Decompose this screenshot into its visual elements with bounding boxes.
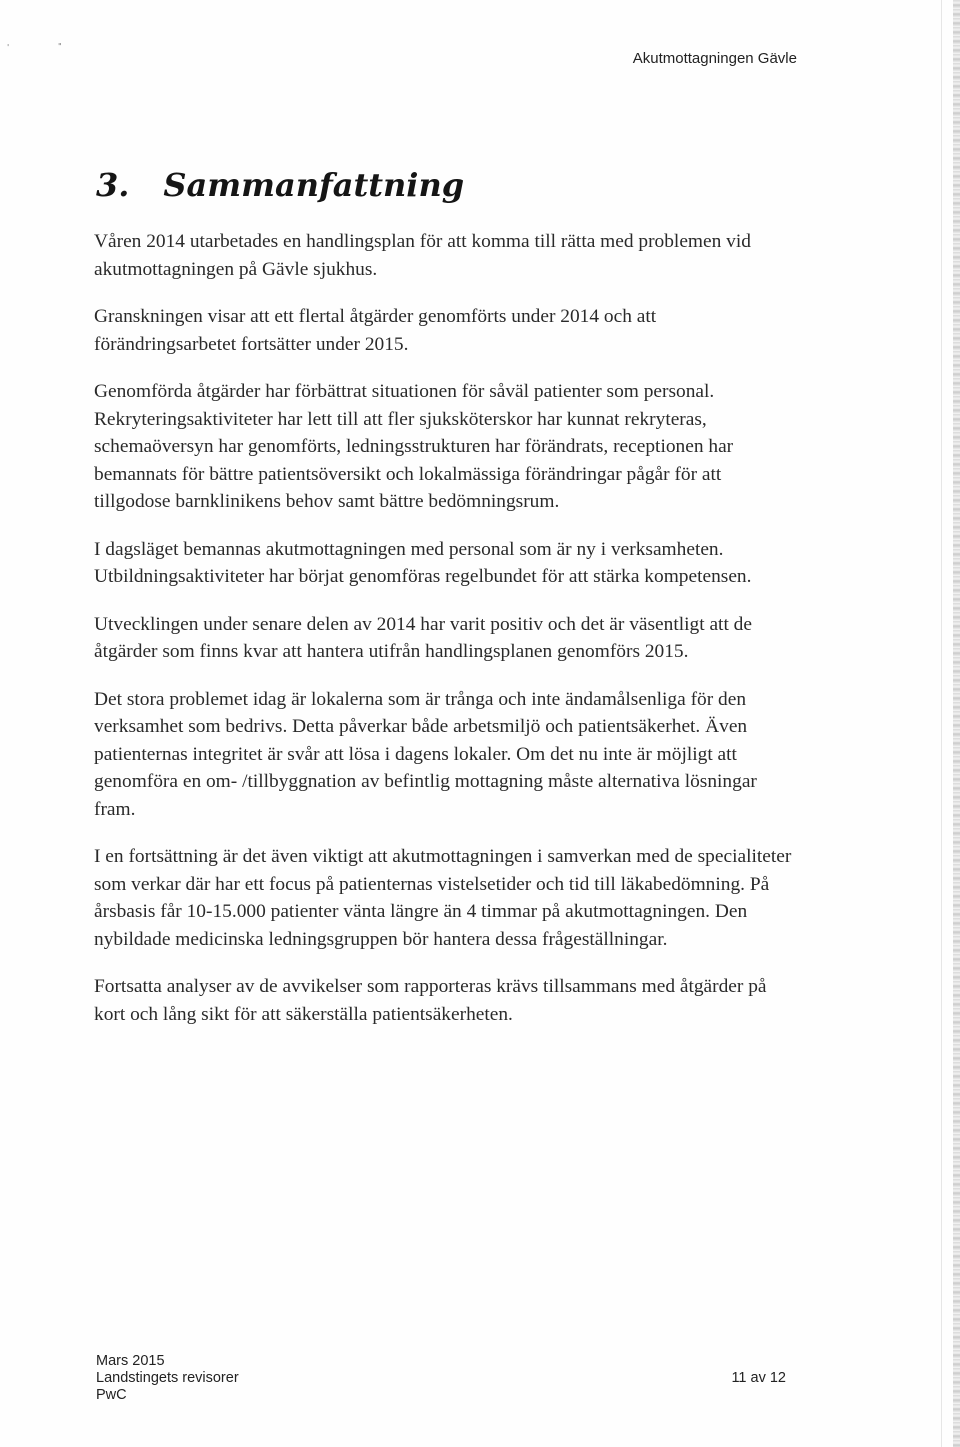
scan-edge-artifact bbox=[953, 0, 960, 1447]
footer-publisher: Landstingets revisorer bbox=[96, 1370, 239, 1386]
scan-line-artifact bbox=[941, 0, 942, 1447]
paragraph: I en fortsättning är det även viktigt att akutmottagningen i samverkan med de specialiteter som verkar där har ett focus på patienternas vistelsetider och tid till läkabedömning. På årsbasis får 10-15.000 patienter vänta längre än 4 timmar på akutmottagningen. Den nybildade medicinska ledningsgruppen bör hantera dessa frågeställningar. bbox=[94, 846, 792, 950]
section-heading bbox=[96, 166, 464, 204]
paragraph: Granskningen visar att ett flertal åtgärder genomförts under 2014 och att förändringsarbetet fortsätter under 2015. bbox=[94, 306, 657, 355]
paragraph: Våren 2014 utarbetades en handlingsplan för att komma till rätta med problemen vid akutmottagningen på Gävle sjukhus. bbox=[94, 231, 751, 280]
footer-date: Mars 2015 bbox=[96, 1353, 165, 1369]
scan-speck: " bbox=[58, 42, 62, 51]
paragraph: I dagsläget bemannas akutmottagningen med personal som är ny i verksamheten. Utbildningsaktiviteter har börjat genomföras regelbundet för att stärka kompetensen. bbox=[94, 538, 752, 587]
section-number: 3. bbox=[96, 166, 130, 204]
section-title: Sammanfattning bbox=[163, 166, 465, 204]
page-number: 11 av 12 bbox=[731, 1370, 786, 1386]
paragraph: Fortsatta analyser av de avvikelser som rapporteras krävs tillsammans med åtgärder på kort och lång sikt för att säkerställa patientsäkerheten. bbox=[94, 976, 767, 1025]
scan-speck: ' bbox=[7, 43, 10, 52]
summary-body bbox=[94, 228, 794, 1048]
paragraph: Genomförda åtgärder har förbättrat situationen för såväl patienter som personal. Rekryteringsaktiviteter har lett till att fler sjuksköterskor har kunnat rekryteras, schemaöversyn har genomförts, ledningsstrukturen har förändrats, receptionen har bemannats för bättre patientsöversikt och lokalmässiga förändringar pågår för att tillgodose barnklinikens behov samt bättre bedömningsrum. bbox=[94, 381, 734, 512]
footer-company: PwC bbox=[96, 1387, 127, 1403]
running-header: Akutmottagningen Gävle bbox=[632, 50, 797, 67]
footer-info bbox=[96, 1353, 239, 1404]
paragraph: Det stora problemet idag är lokalerna som är trånga och inte ändamålsenliga för den verksamhet som bedrivs. Detta påverkar både arbetsmiljö och patientsäkerhet. Även patienternas integritet är svår att lösa i dagens lokaler. Om det nu inte är möjligt att genomföra en om- /tillbyggnation av befintlig mottagning måste alternativa lösningar fram. bbox=[94, 688, 757, 820]
paragraph: Utvecklingen under senare delen av 2014 har varit positiv och det är väsentligt att de åtgärder som finns kvar att hantera utifrån handlingsplanen genomförs 2015. bbox=[94, 613, 752, 662]
